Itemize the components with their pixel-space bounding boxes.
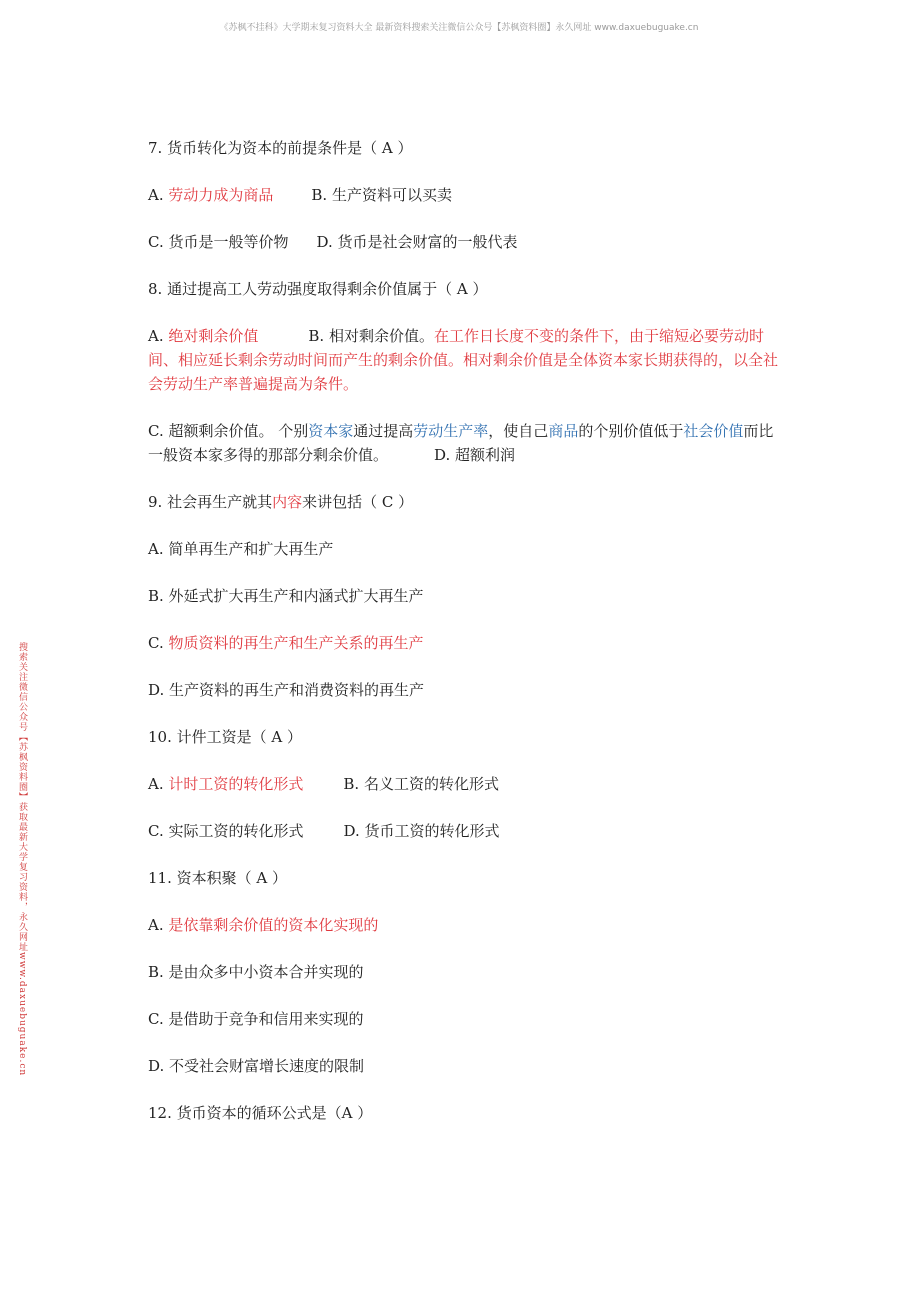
question-8: 8. 通过提高工人劳动强度取得剩余价值属于（ A ）: [148, 280, 488, 298]
q8-option-a-label: A.: [148, 327, 169, 345]
document-body: [148, 136, 778, 1125]
q9-text-1: 9. 社会再生产就其: [148, 493, 273, 511]
q10-option-c: C. 实际工资的转化形式: [148, 822, 304, 840]
q7-option-a-answer: 劳动力成为商品: [168, 186, 274, 204]
question-12: 12. 货币资本的循环公式是（A ）: [148, 1104, 373, 1122]
q8-option-a-answer: 绝对剩余价值: [168, 327, 259, 345]
q8-option-c-label: C. 超额剩余价值。 个别: [148, 422, 309, 440]
term-labor-productivity: 劳动生产率: [413, 422, 489, 440]
q8-options-ab: [148, 324, 778, 396]
q8-c-text-8: 而比一般资本家多得的那部分剩余价值。: [148, 422, 774, 464]
q8-option-b-explanation: 在工作日长度不变的条件下，由于缩短必要劳动时间、相应延长剩余劳动时间而产生的剩余价值。相对剩余价值是全体资本家长期获得的，以全社会劳动生产率普遍提高为条件。: [148, 327, 779, 393]
q7-options-cd: [148, 230, 778, 254]
q10-option-a-label: A.: [148, 775, 169, 793]
q10-option-d: D. 货币工资的转化形式: [343, 822, 500, 840]
q8-option-d: D. 超额利润: [434, 446, 516, 464]
q11-option-c: C. 是借助于竞争和信用来实现的: [148, 1010, 364, 1028]
q10-option-b: B. 名义工资的转化形式: [343, 775, 499, 793]
q8-c-text-6: 的个别价值低于: [578, 422, 684, 440]
q9-option-c-answer: 物质资料的再生产和生产关系的再生产: [168, 634, 424, 652]
q9-option-c-label: C.: [148, 634, 169, 652]
q9-keyword: 内容: [272, 493, 303, 511]
term-capitalist: 资本家: [308, 422, 354, 440]
question-10: 10. 计件工资是（ A ）: [148, 728, 302, 746]
question-7: 7. 货币转化为资本的前提条件是（ A ）: [148, 139, 413, 157]
q9-option-b: B. 外延式扩大再生产和内涵式扩大再生产: [148, 587, 424, 605]
q8-options-cd: [148, 419, 778, 467]
question-9: [148, 490, 778, 514]
question-11: 11. 资本积聚（ A ）: [148, 869, 287, 887]
q11-option-a-label: A.: [148, 916, 169, 934]
side-watermark: 搜索关注微信公众号【苏枫资料圈】获取最新大学复习资料，永久网址www.daxuebuguake.cn: [17, 642, 27, 1077]
q8-c-text-4: ，使自己: [488, 422, 549, 440]
q7-option-d: D. 货币是社会财富的一般代表: [316, 233, 518, 251]
q11-option-a-answer: 是依靠剩余价值的资本化实现的: [168, 916, 379, 934]
q7-option-b: B. 生产资料可以买卖: [311, 186, 452, 204]
q7-option-c: C. 货币是一般等价物: [148, 233, 289, 251]
q9-option-a: A. 简单再生产和扩大再生产: [148, 540, 334, 558]
q10-option-a-answer: 计时工资的转化形式: [168, 775, 304, 793]
q10-options-ab: [148, 772, 778, 796]
q11-option-a: [148, 913, 778, 937]
q11-option-d: D. 不受社会财富增长速度的限制: [148, 1057, 365, 1075]
q9-text-3: 来讲包括（ C ）: [302, 493, 414, 511]
q7-options-ab: [148, 183, 778, 207]
term-social-value: 社会价值: [683, 422, 744, 440]
page-header-watermark: 《苏枫不挂科》大学期末复习资料大全 最新资料搜索关注微信公众号【苏枫资料圈】永久网址 www.daxuebuguake.cn: [219, 23, 699, 33]
q9-option-c: [148, 631, 778, 655]
q11-option-b: B. 是由众多中小资本合并实现的: [148, 963, 364, 981]
q8-c-text-2: 通过提高: [353, 422, 414, 440]
q9-option-d: D. 生产资料的再生产和消费资料的再生产: [148, 681, 425, 699]
q8-option-b-label: B. 相对剩余价值。: [308, 327, 434, 345]
q10-options-cd: [148, 819, 778, 843]
q7-option-a-label: A.: [148, 186, 169, 204]
term-commodity: 商品: [548, 422, 579, 440]
